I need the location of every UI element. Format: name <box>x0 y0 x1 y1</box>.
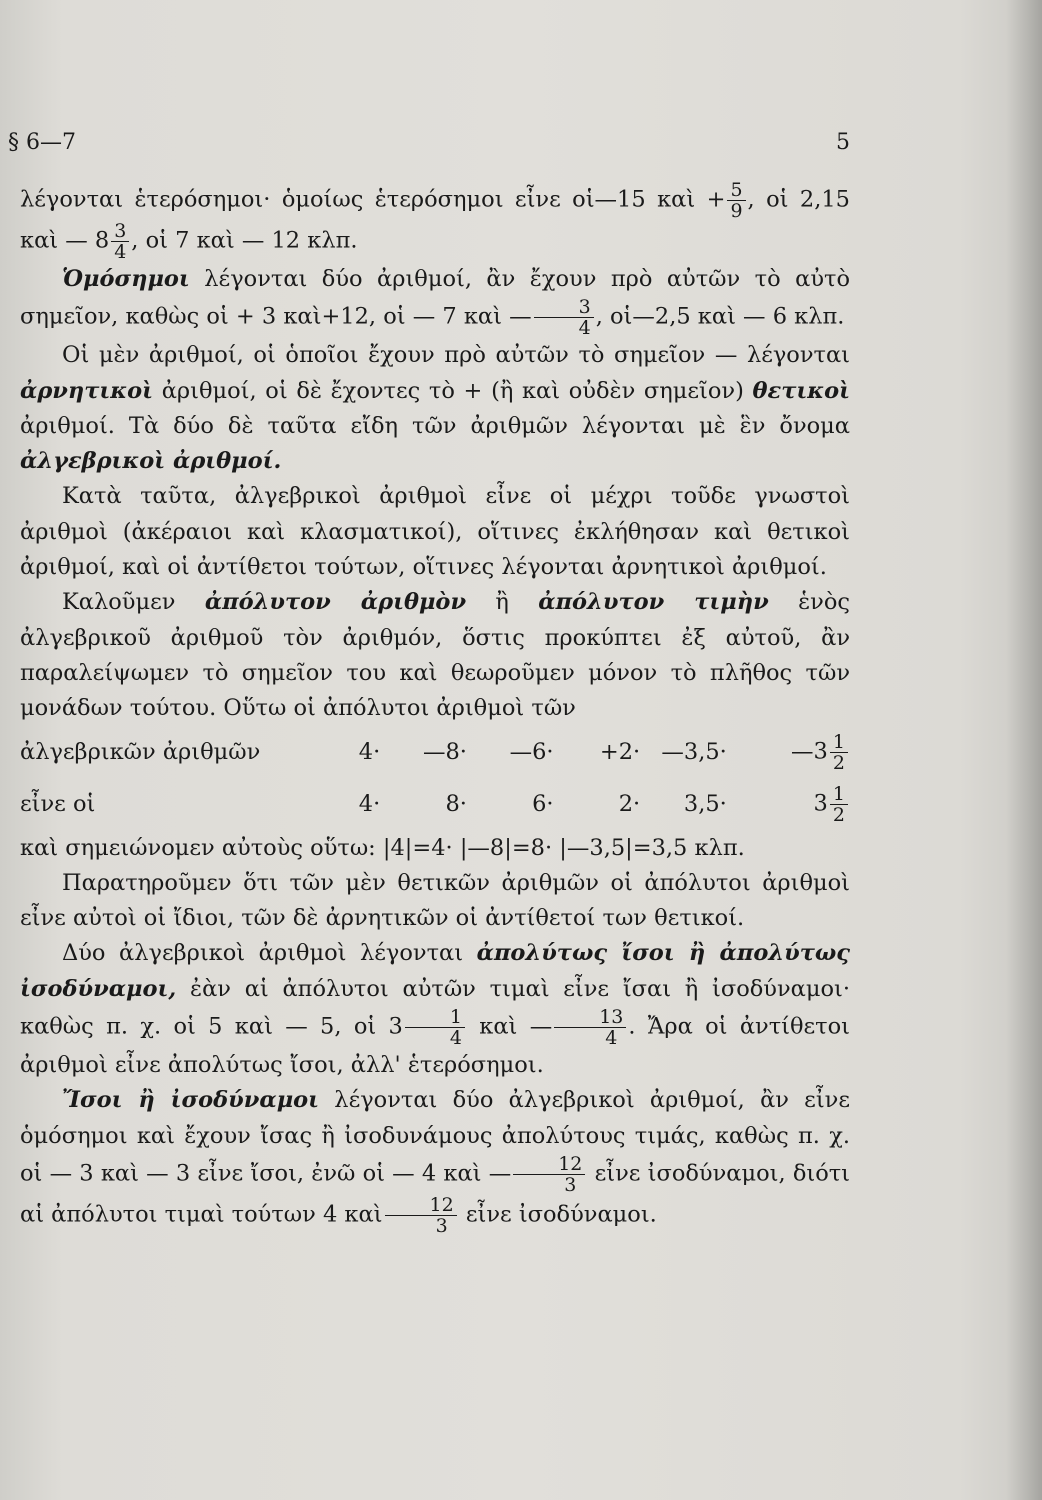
denominator: 4 <box>449 1027 462 1050</box>
numerator: 12 <box>385 1195 457 1216</box>
term-absolutely-equal: ἀπολύτως ἴσοι ἢ ἀπολύτως ἰσοδύναμοι, <box>20 940 850 1002</box>
denominator: 2 <box>832 752 845 775</box>
denominator: 3 <box>435 1214 448 1237</box>
row-value-whole: 3 <box>813 790 828 817</box>
fraction <box>513 1154 585 1195</box>
numerator: 3 <box>111 221 129 242</box>
paragraph-1 <box>20 180 850 262</box>
denominator: 9 <box>730 200 743 222</box>
text-run: ἢ <box>466 589 539 616</box>
row-value: —8· <box>422 738 467 765</box>
paragraph-3 <box>20 338 850 479</box>
text-run: ἀριθμοί. Τὰ δύο δὲ ταῦτα εἴδη τῶν ἀριθμῶν λέγονται μὲ ἓν ὄνομα <box>20 412 850 439</box>
numerator: 13 <box>554 1007 626 1028</box>
text-run: ἀριθμοί, οἱ δὲ ἔχοντες τὸ + (ἢ καὶ οὐδὲν σημεῖον) <box>153 377 753 404</box>
numerator: 3 <box>534 297 594 318</box>
row-value: 4· <box>358 790 381 817</box>
fraction <box>111 221 129 262</box>
row-value: +2· <box>599 738 641 765</box>
row-value <box>727 732 850 773</box>
section-marker: § 6—7 <box>8 130 76 155</box>
term-equal-equivalent: Ἴσοι ἢ ἰσοδύναμοι <box>62 1087 320 1114</box>
row-value: 3,5· <box>683 790 727 817</box>
fraction <box>554 1007 626 1048</box>
text-run: ἐὰν αἱ ἀπόλυτοι αὐτῶν τιμαὶ εἶνε ἴσαι ἢ ἰσοδύναμοι· καθὼς π. χ. οἱ 5 καὶ — 5, οἱ 3 <box>20 975 850 1040</box>
fraction <box>727 180 745 221</box>
denominator: 3 <box>564 1173 577 1196</box>
row-label: εἶνε οἱ <box>20 790 96 817</box>
paragraph-7: Παρατηροῦμεν ὅτι τῶν μὲν θετικῶν ἀριθμῶν οἱ ἀπόλυτοι ἀριθμοὶ εἶνε αὐτοὶ οἱ ἴδιοι, τῶν δὲ ἀρνητικῶν οἱ ἀντίθετοί των θετικοί. <box>20 869 850 932</box>
term-positive: θετικοὶ <box>752 377 850 404</box>
text-run: Καλοῦμεν <box>62 589 205 616</box>
text-run: λέγονται ἑτερόσημοι· ὁμοίως ἑτερόσημοι εἶνε οἱ—15 καὶ + <box>20 186 726 213</box>
row-value: —6· <box>509 738 554 765</box>
fraction <box>385 1195 457 1236</box>
fraction <box>405 1007 465 1048</box>
fraction <box>830 732 848 773</box>
text-run: . Ἄρα οἱ ἀντίθετοι ἀριθμοὶ εἶνε ἀπολύτως ἴσοι, ἀλλ' ἑτερόσημοι. <box>20 1013 850 1079</box>
fraction <box>830 784 848 825</box>
text-run: Οἱ μὲν ἀριθμοί, οἱ ὁποῖοι ἔχουν πρὸ αὐτῶν τὸ σημεῖον — λέγονται <box>62 342 850 369</box>
paragraph-5 <box>20 585 850 726</box>
text-run: λέγονται δύο ἀριθμοί, ἂν ἔχουν πρὸ αὐτῶν τὸ αὐτὸ σημεῖον, καθὼς οἱ + 3 καὶ+12, οἱ — 7 καὶ — <box>20 266 850 330</box>
row-value-whole: —3 <box>791 738 828 765</box>
text-run: , οἱ—2,5 καὶ — 6 κλπ. <box>595 303 845 330</box>
numerator: 1 <box>830 784 848 805</box>
text-run: Δύο ἀλγεβρικοὶ ἀριθμοὶ λέγονται <box>62 940 477 967</box>
running-header <box>8 130 850 155</box>
text-run: λέγονται δύο ἀλγεβρικοὶ ἀριθμοί, ἂν εἶνε ὁμόσημοι καὶ ἔχουν ἴσας ἢ ἰσοδυνάμους ἀπολύτους τιμάς, καθὼς π. χ. οἱ — 3 καὶ — 3 εἶνε ἴσοι, ἐνῶ οἱ — 4 καὶ — <box>20 1087 850 1187</box>
row-value: 8· <box>445 790 467 817</box>
row-value: 6· <box>532 790 554 817</box>
denominator: 2 <box>832 804 845 827</box>
row-label: ἀλγεβρικῶν ἀριθμῶν <box>20 738 261 765</box>
paragraph-4: Κατὰ ταῦτα, ἀλγεβρικοὶ ἀριθμοὶ εἶνε οἱ μέχρι τοῦδε γνωστοὶ ἀριθμοὶ (ἀκέραιοι καὶ κλασματικοί), οἵτινες ἐκλήθησαν καὶ θετικοὶ ἀριθμοί, καὶ οἱ ἀντίθετοι τούτων, οἵτινες λέγονται ἀρνητικοὶ ἀριθμοί. <box>20 483 850 581</box>
text-run: , οἱ 2,15 καὶ — 8 <box>20 186 850 254</box>
text-run: ἑνὸς ἀλγεβρικοῦ ἀριθμοῦ τὸν ἀριθμόν, ὅστις προκύπτει ἐξ αὐτοῦ, ἂν παραλείψωμεν τὸ σημεῖον του καὶ θεωροῦμεν μόνον τὸ πλῆθος τῶν μονάδων τούτου. Οὕτω οἱ ἀπόλυτοι ἀριθμοὶ τῶν <box>20 589 850 722</box>
text-run: εἶνε ἰσοδύναμοι. <box>458 1201 657 1228</box>
denominator: 4 <box>605 1027 618 1050</box>
example-row-algebraic <box>20 727 850 779</box>
example-row-absolute <box>20 779 850 831</box>
numerator: 1 <box>405 1007 465 1028</box>
term-absolute-number: ἀπόλυτον ἀριθμὸν <box>204 589 467 616</box>
paragraph-6: καὶ σημειώνομεν αὐτοὺς οὕτω: |4|=4· |—8|=8· |—3,5|=3,5 κλπ. <box>20 834 745 861</box>
term-negative: ἀρνητικοὶ <box>20 377 154 404</box>
term-homosemoi: Ὁμόσημοι <box>62 266 190 292</box>
denominator: 4 <box>114 241 127 263</box>
text-run: , οἱ 7 καὶ — 12 κλπ. <box>131 227 358 254</box>
text-run: εἶνε ἰσοδύναμοι, διότι αἱ ἀπόλυτοι τιμαὶ τούτων 4 καὶ <box>20 1160 851 1228</box>
paragraph-9 <box>20 1083 850 1236</box>
term-algebraic: ἀλγεβρικοὶ ἀριθμοί. <box>20 448 282 475</box>
row-value <box>727 784 850 825</box>
body-text <box>20 180 850 1236</box>
numerator: 12 <box>513 1154 585 1175</box>
denominator: 4 <box>578 317 591 340</box>
row-value: 2· <box>618 790 641 817</box>
numerator: 5 <box>727 180 745 201</box>
page-number: 5 <box>836 130 850 155</box>
fraction <box>534 297 594 338</box>
row-value: —3,5· <box>661 738 727 765</box>
numerator: 1 <box>830 732 848 753</box>
paragraph-8 <box>20 936 850 1083</box>
text-run: καὶ — <box>466 1013 553 1040</box>
row-value: 4· <box>358 738 381 765</box>
term-absolute-value: ἀπόλυτον τιμὴν <box>538 589 769 616</box>
paragraph-2 <box>20 262 850 338</box>
page-edge-shadow <box>1006 0 1042 1500</box>
